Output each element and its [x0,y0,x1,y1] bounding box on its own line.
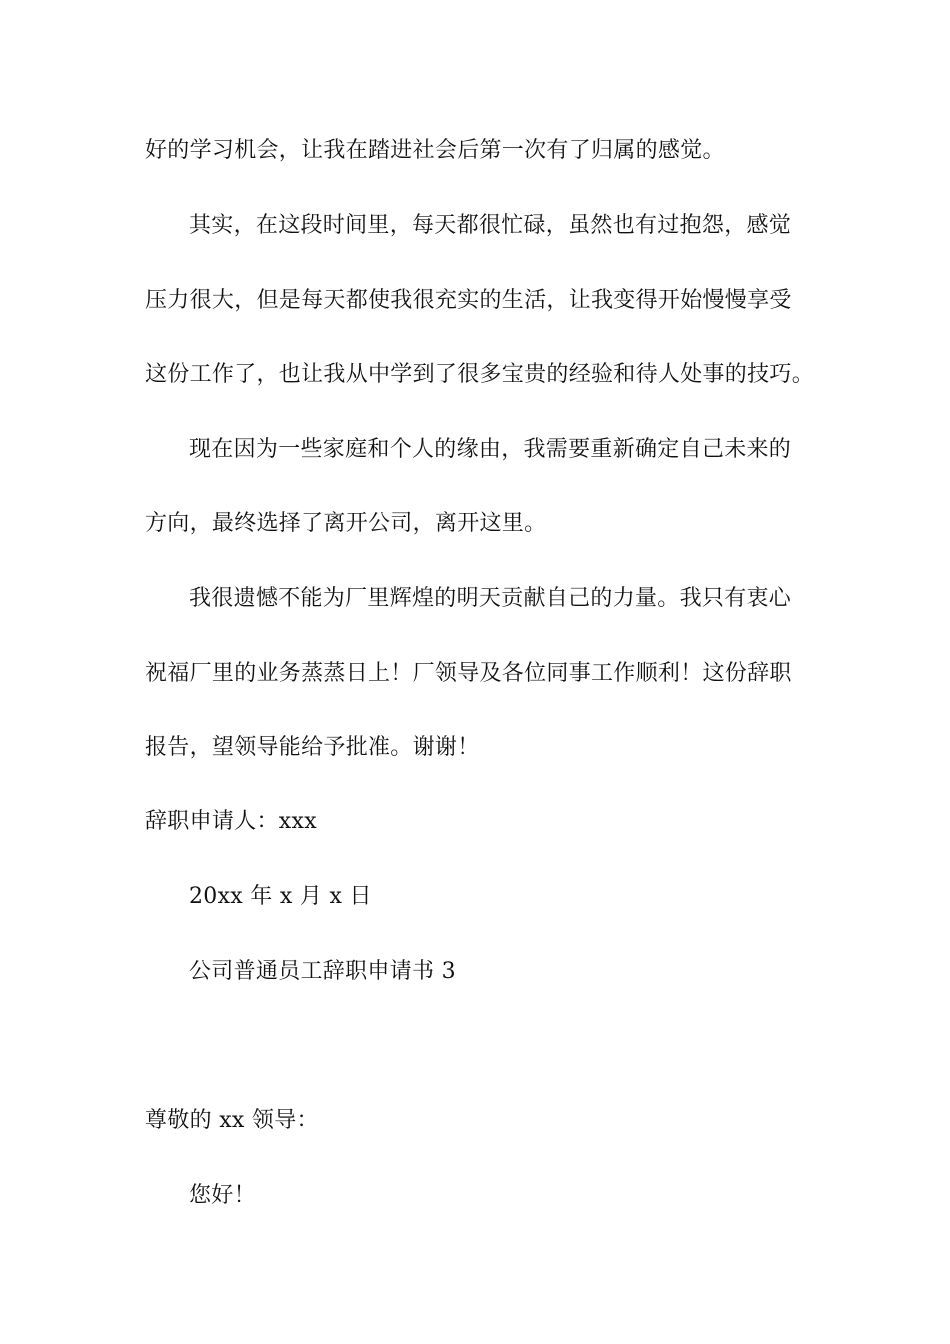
salutation: 尊敬的 xx 领导： [145,1108,319,1133]
paragraph-line: 报告，望领导能给予批准。谢谢！ [145,735,480,760]
paragraph-line: 好的学习机会，让我在踏进社会后第一次有了归属的感觉。 [145,138,725,163]
section-title: 公司普通员工辞职申请书 3 [189,959,456,984]
greeting: 您好！ [189,1183,256,1208]
paragraph-line: 这份工作了，也让我从中学到了很多宝贵的经验和待人处事的技巧。 [145,362,815,387]
paragraph-line: 我很遗憾不能为厂里辉煌的明天贡献自己的力量。我只有衷心 [189,586,792,611]
date-line: 20xx 年 x 月 x 日 [189,884,372,909]
paragraph-line: 现在因为一些家庭和个人的缘由，我需要重新确定自己未来的 [189,437,792,462]
signature-line: 辞职申请人：xxx [145,809,317,834]
paragraph-line: 祝福厂里的业务蒸蒸日上！厂领导及各位同事工作顺利！这份辞职 [145,661,792,686]
paragraph-line: 其实，在这段时间里，每天都很忙碌，虽然也有过抱怨，感觉 [189,213,792,238]
paragraph-line: 压力很大，但是每天都使我很充实的生活，让我变得开始慢慢享受 [145,288,792,313]
paragraph-line: 方向，最终选择了离开公司，离开这里。 [145,511,547,536]
